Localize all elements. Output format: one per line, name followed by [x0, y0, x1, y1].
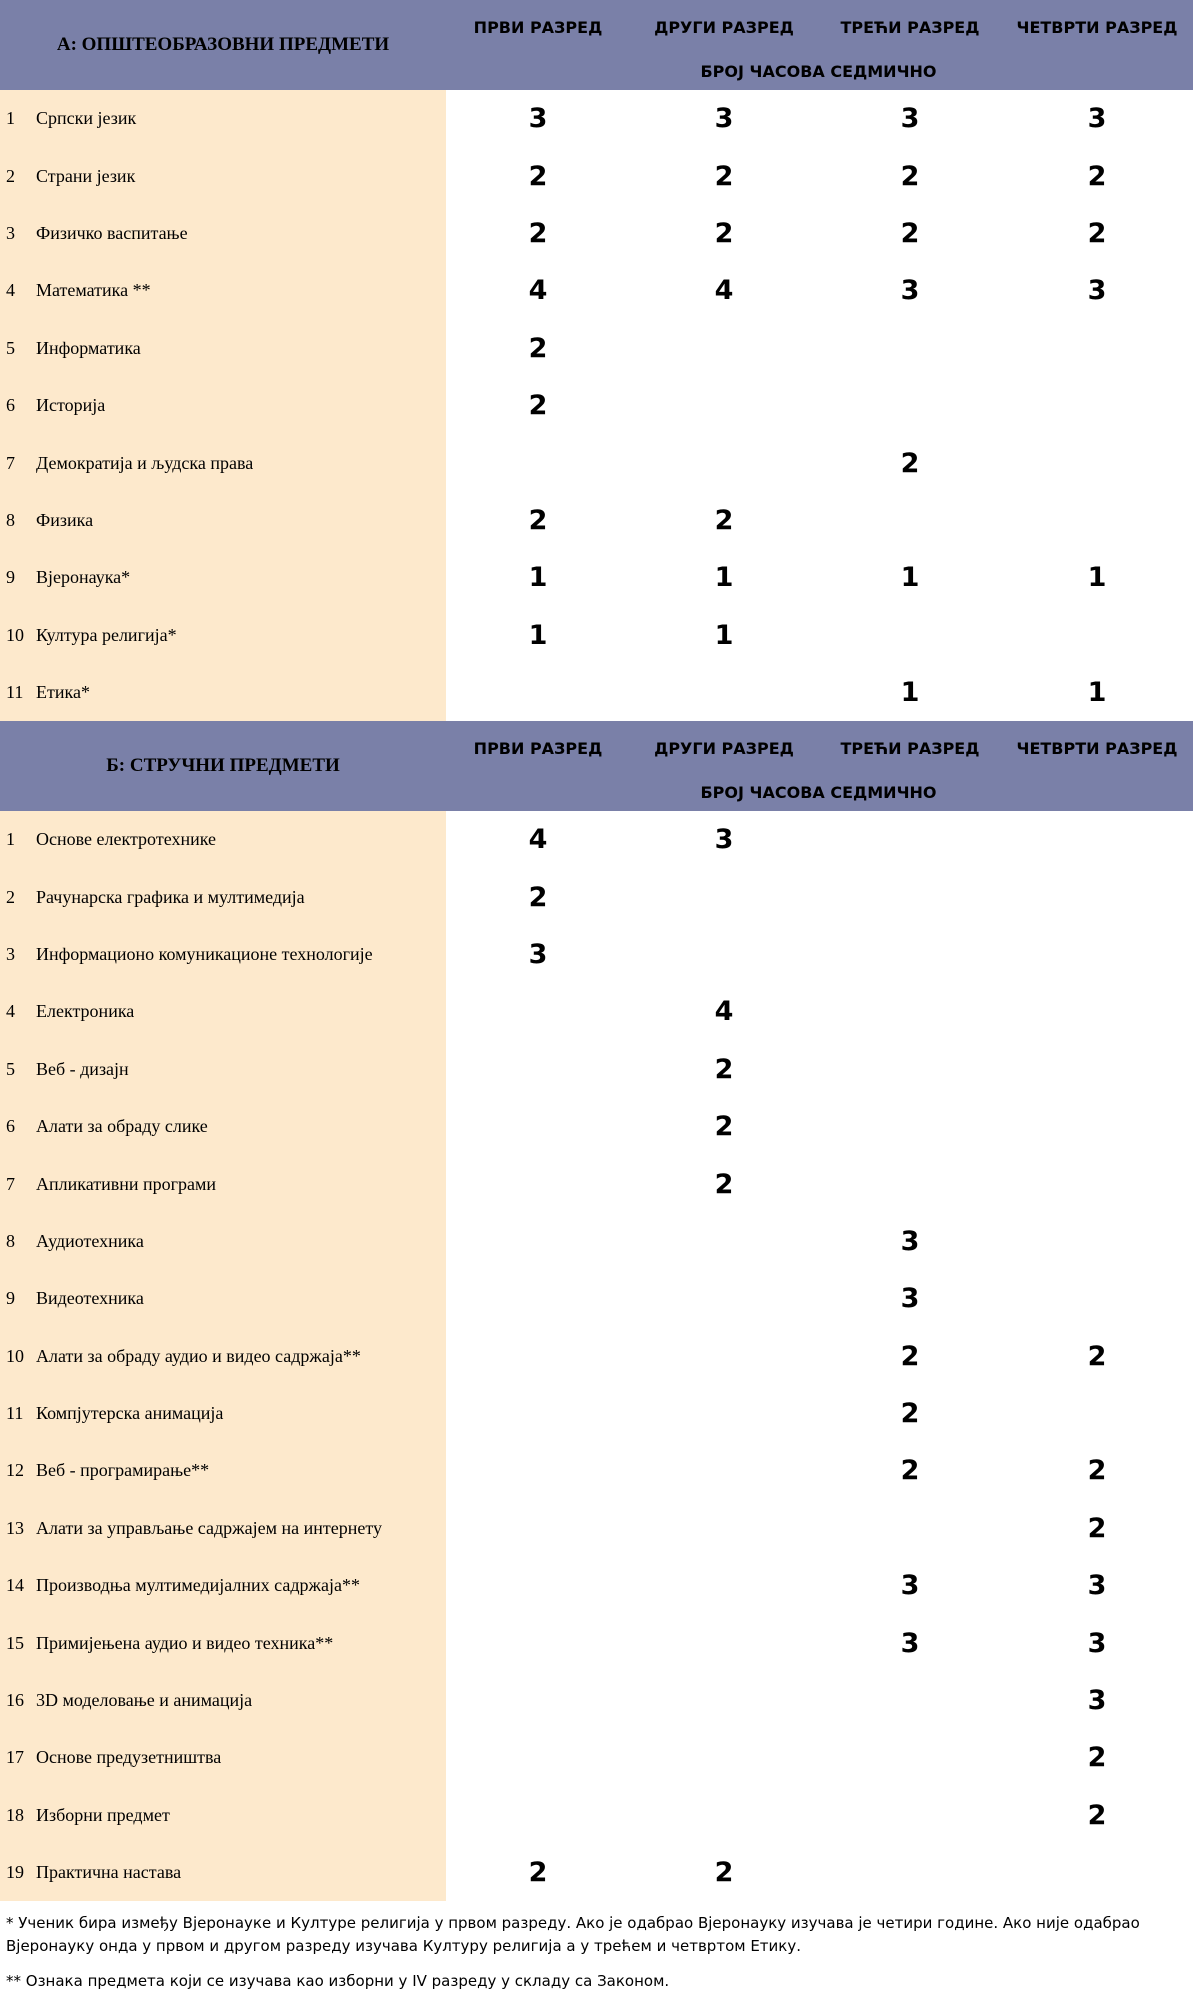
row-number: 14 — [6, 1575, 24, 1596]
hours-cell: 3 — [714, 103, 734, 135]
hours-cell — [631, 926, 817, 983]
section-title: А: ОПШТЕОБРАЗОВНИ ПРЕДМЕТИ — [56, 34, 390, 55]
hours-cell — [817, 1098, 1003, 1155]
table-row — [0, 377, 1193, 434]
grade-header: ТРЕЋИ РАЗРЕД — [840, 18, 980, 37]
hours-cell: 2 — [714, 1168, 734, 1200]
table-row — [0, 549, 1193, 606]
hours-cell — [631, 664, 817, 721]
hours-cell: 3 — [1087, 275, 1107, 307]
row-number: 5 — [6, 337, 15, 358]
hours-cell: 2 — [900, 1398, 920, 1430]
hours-cell: 2 — [714, 504, 734, 536]
row-number: 16 — [6, 1690, 24, 1711]
subject-name: Практична настава — [36, 1862, 182, 1883]
hours-cell: 2 — [528, 881, 548, 913]
hours-cell — [817, 1787, 1003, 1844]
table-row — [0, 1614, 1193, 1671]
table-row — [0, 926, 1193, 983]
hours-cell — [445, 983, 631, 1040]
hours-cell — [631, 1385, 817, 1442]
hours-cell: 2 — [714, 217, 734, 249]
grade-header: ДРУГИ РАЗРЕД — [654, 18, 794, 37]
hours-cell: 2 — [714, 1111, 734, 1143]
row-number: 8 — [6, 509, 15, 530]
subject-name: Етика* — [36, 682, 90, 703]
hours-cell: 2 — [1087, 160, 1107, 192]
subject-name: Алати за обраду слике — [36, 1116, 208, 1137]
row-number: 18 — [6, 1804, 24, 1825]
hours-cell — [445, 1787, 631, 1844]
hours-cell — [445, 1155, 631, 1212]
hours-cell: 2 — [900, 447, 920, 479]
subject-name: Видеотехника — [36, 1288, 144, 1309]
table-row — [0, 811, 1193, 868]
row-number: 1 — [6, 108, 15, 129]
row-number: 10 — [6, 624, 24, 645]
hours-cell — [817, 868, 1003, 925]
table-row — [0, 1672, 1193, 1729]
hours-cell: 2 — [1087, 1455, 1107, 1487]
hours-cell: 3 — [900, 1225, 920, 1257]
hours-cell: 3 — [1087, 1685, 1107, 1717]
subject-name: Основе предузетништва — [36, 1747, 222, 1768]
hours-cell — [817, 320, 1003, 377]
hours-cell — [817, 811, 1003, 868]
row-number: 6 — [6, 1116, 15, 1137]
table-row — [0, 607, 1193, 664]
row-number: 1 — [6, 829, 15, 850]
grade-header: ЧЕТВРТИ РАЗРЕД — [1016, 739, 1178, 758]
hours-cell — [817, 1844, 1003, 1901]
hours-cell: 2 — [528, 332, 548, 364]
hours-cell: 2 — [714, 1053, 734, 1085]
hours-cell — [817, 1729, 1003, 1786]
hours-cell — [445, 1270, 631, 1327]
row-number: 7 — [6, 1173, 15, 1194]
hours-cell: 2 — [1087, 1512, 1107, 1544]
subject-name: Алати за управљање садржајем на интернету — [36, 1517, 382, 1538]
hours-cell: 3 — [900, 1570, 920, 1602]
footnote-2: ** Ознака предмета који се изучава као изборни у IV разреду у складу са Законом. — [6, 1972, 670, 1990]
hours-cell — [445, 1442, 631, 1499]
hours-cell — [631, 1213, 817, 1270]
row-number: 5 — [6, 1058, 15, 1079]
hours-cell: 4 — [714, 996, 734, 1028]
table-row — [0, 434, 1193, 491]
hours-cell: 2 — [1087, 1742, 1107, 1774]
hours-cell — [445, 664, 631, 721]
section-vocational-subjects — [0, 721, 1193, 1901]
hours-cell — [1004, 1385, 1190, 1442]
subject-name: Страни језик — [36, 165, 136, 186]
hours-cell: 2 — [528, 160, 548, 192]
hours-cell — [631, 1729, 817, 1786]
section-header — [0, 0, 1193, 90]
subject-name: Физичко васпитање — [36, 222, 188, 243]
hours-cell: 2 — [900, 217, 920, 249]
subject-name: Српски језик — [36, 108, 137, 129]
hours-cell: 1 — [1087, 562, 1107, 594]
hours-cell: 2 — [528, 504, 548, 536]
hours-cell — [817, 492, 1003, 549]
hours-cell: 3 — [714, 824, 734, 856]
row-number: 3 — [6, 222, 15, 243]
hours-cell — [631, 1270, 817, 1327]
section-header — [0, 721, 1193, 811]
hours-cell — [817, 1672, 1003, 1729]
hours-cell — [445, 434, 631, 491]
table-row — [0, 1557, 1193, 1614]
hours-cell: 2 — [528, 390, 548, 422]
hours-cell — [817, 983, 1003, 1040]
subject-name: Вјеронаука* — [36, 567, 131, 588]
subject-name: 3D моделовање и анимација — [36, 1690, 253, 1711]
table-row — [0, 1098, 1193, 1155]
table-row — [0, 1213, 1193, 1270]
row-number: 3 — [6, 943, 15, 964]
hours-cell — [817, 1500, 1003, 1557]
hours-cell — [445, 1614, 631, 1671]
hours-cell — [1004, 607, 1190, 664]
hours-cell — [631, 1614, 817, 1671]
table-row — [0, 147, 1193, 204]
hours-cell — [631, 1442, 817, 1499]
row-number: 4 — [6, 280, 15, 301]
hours-cell — [445, 1500, 631, 1557]
table-row — [0, 262, 1193, 319]
table-row — [0, 664, 1193, 721]
hours-cell — [445, 1098, 631, 1155]
hours-cell: 3 — [900, 1627, 920, 1659]
hours-cell — [1004, 377, 1190, 434]
subject-name: Производња мултимедијалних садржаја** — [36, 1575, 360, 1596]
hours-cell — [445, 1041, 631, 1098]
section-title: Б: СТРУЧНИ ПРЕДМЕТИ — [106, 755, 340, 776]
table-row — [0, 1385, 1193, 1442]
hours-cell — [1004, 811, 1190, 868]
table-row — [0, 320, 1193, 377]
table-row — [0, 1729, 1193, 1786]
hours-cell: 2 — [900, 160, 920, 192]
hours-cell — [1004, 320, 1190, 377]
subject-name: Апликативни програми — [36, 1173, 217, 1194]
subject-name: Компјутерска анимација — [36, 1403, 224, 1424]
hours-cell: 1 — [714, 562, 734, 594]
hours-cell: 1 — [714, 619, 734, 651]
hours-cell: 1 — [900, 562, 920, 594]
hours-cell: 4 — [714, 275, 734, 307]
hours-cell — [631, 377, 817, 434]
subject-name: Информатика — [36, 337, 141, 358]
subject-name: Култура религија* — [36, 624, 177, 645]
hours-cell: 3 — [900, 103, 920, 135]
grade-header: ПРВИ РАЗРЕД — [473, 18, 603, 37]
row-number: 4 — [6, 1001, 15, 1022]
hours-cell: 1 — [528, 562, 548, 594]
grade-header: ДРУГИ РАЗРЕД — [654, 739, 794, 758]
grade-header: ПРВИ РАЗРЕД — [473, 739, 603, 758]
table-row — [0, 1155, 1193, 1212]
hours-cell — [1004, 1213, 1190, 1270]
subject-name: Веб - програмирање** — [36, 1460, 210, 1481]
hours-cell — [445, 1213, 631, 1270]
row-number: 8 — [6, 1230, 15, 1251]
hours-cell — [631, 1500, 817, 1557]
section-general-subjects — [0, 0, 1193, 721]
subject-name: Електроника — [36, 1001, 135, 1022]
footnote-1: * Ученик бира између Вјеронауке и Културе религија у првом разреду. Ако је одабрао Вјеронауку изучава је четири године. Ако није одабрао Вјеронауку онда у првом и другом разреду изучава Културу религија а у трећем и четвртом Етику. — [6, 1914, 1140, 1955]
hours-cell — [631, 434, 817, 491]
subject-name: Демократија и људска права — [36, 452, 254, 473]
hours-label: БРОЈ ЧАСОВА СЕДМИЧНО — [700, 62, 937, 81]
hours-cell: 1 — [900, 677, 920, 709]
hours-cell — [1004, 434, 1190, 491]
hours-cell — [817, 1155, 1003, 1212]
hours-cell: 2 — [1087, 1340, 1107, 1372]
subject-name: Историја — [36, 395, 106, 416]
hours-cell: 1 — [528, 619, 548, 651]
hours-cell: 3 — [528, 938, 548, 970]
table-row — [0, 1844, 1193, 1901]
hours-cell — [817, 1041, 1003, 1098]
hours-cell — [1004, 1270, 1190, 1327]
hours-cell: 2 — [1087, 1799, 1107, 1831]
row-number: 9 — [6, 567, 15, 588]
row-number: 19 — [6, 1862, 24, 1883]
row-number: 10 — [6, 1345, 24, 1366]
hours-cell: 3 — [1087, 103, 1107, 135]
row-number: 11 — [6, 682, 24, 703]
hours-cell — [445, 1385, 631, 1442]
hours-cell — [1004, 492, 1190, 549]
subject-name: Аудиотехника — [36, 1230, 144, 1251]
hours-cell: 3 — [900, 1283, 920, 1315]
hours-cell: 3 — [528, 103, 548, 135]
subject-name: Физика — [36, 509, 94, 530]
table-row — [0, 1270, 1193, 1327]
subject-name: Веб - дизајн — [36, 1058, 129, 1079]
row-number: 9 — [6, 1288, 15, 1309]
hours-cell: 2 — [528, 1857, 548, 1889]
row-number: 12 — [6, 1460, 24, 1481]
hours-cell — [1004, 926, 1190, 983]
hours-cell — [817, 377, 1003, 434]
subject-name: Алати за обраду аудио и видео садржаја** — [36, 1345, 361, 1366]
hours-cell: 4 — [528, 275, 548, 307]
row-number: 2 — [6, 165, 15, 186]
table-row — [0, 1041, 1193, 1098]
grade-header: ТРЕЋИ РАЗРЕД — [840, 739, 980, 758]
row-number: 7 — [6, 452, 15, 473]
hours-cell — [1004, 1041, 1190, 1098]
hours-cell — [1004, 1098, 1190, 1155]
hours-cell — [1004, 868, 1190, 925]
hours-cell — [1004, 1155, 1190, 1212]
row-number: 6 — [6, 395, 15, 416]
table-row — [0, 1787, 1193, 1844]
hours-cell — [631, 320, 817, 377]
hours-cell: 3 — [1087, 1570, 1107, 1602]
hours-cell — [817, 607, 1003, 664]
hours-label: БРОЈ ЧАСОВА СЕДМИЧНО — [700, 783, 937, 802]
hours-cell: 2 — [900, 1340, 920, 1372]
row-number: 2 — [6, 886, 15, 907]
hours-cell: 1 — [1087, 677, 1107, 709]
hours-cell — [445, 1729, 631, 1786]
hours-cell — [1004, 983, 1190, 1040]
hours-cell: 3 — [900, 275, 920, 307]
hours-cell — [631, 1557, 817, 1614]
hours-cell — [445, 1672, 631, 1729]
table-row — [0, 1500, 1193, 1557]
table-row — [0, 1442, 1193, 1499]
table-row — [0, 205, 1193, 262]
grade-header: ЧЕТВРТИ РАЗРЕД — [1016, 18, 1178, 37]
row-number: 13 — [6, 1517, 24, 1538]
subject-name: Математика ** — [36, 280, 151, 301]
hours-cell — [631, 1787, 817, 1844]
hours-cell — [817, 926, 1003, 983]
table-row — [0, 1328, 1193, 1385]
table-row — [0, 492, 1193, 549]
hours-cell: 2 — [900, 1455, 920, 1487]
subject-name: Примијењена аудио и видео техника** — [36, 1632, 334, 1653]
subject-name: Рачунарска графика и мултимедија — [36, 886, 305, 907]
table-row — [0, 983, 1193, 1040]
hours-cell — [631, 1672, 817, 1729]
hours-cell — [445, 1328, 631, 1385]
hours-cell: 2 — [714, 1857, 734, 1889]
table-row — [0, 90, 1193, 147]
row-number: 11 — [6, 1403, 24, 1424]
hours-cell: 3 — [1087, 1627, 1107, 1659]
hours-cell — [1004, 1844, 1190, 1901]
hours-cell — [631, 1328, 817, 1385]
hours-cell: 2 — [1087, 217, 1107, 249]
hours-cell: 4 — [528, 824, 548, 856]
row-number: 15 — [6, 1632, 24, 1653]
row-number: 17 — [6, 1747, 24, 1768]
hours-cell: 2 — [714, 160, 734, 192]
hours-cell: 2 — [528, 217, 548, 249]
hours-cell — [631, 868, 817, 925]
subject-name: Информационо комуникационе технологије — [36, 943, 373, 964]
table-row — [0, 868, 1193, 925]
subject-name: Основе електротехнике — [36, 829, 216, 850]
subject-name: Изборни предмет — [36, 1804, 170, 1825]
hours-cell — [445, 1557, 631, 1614]
